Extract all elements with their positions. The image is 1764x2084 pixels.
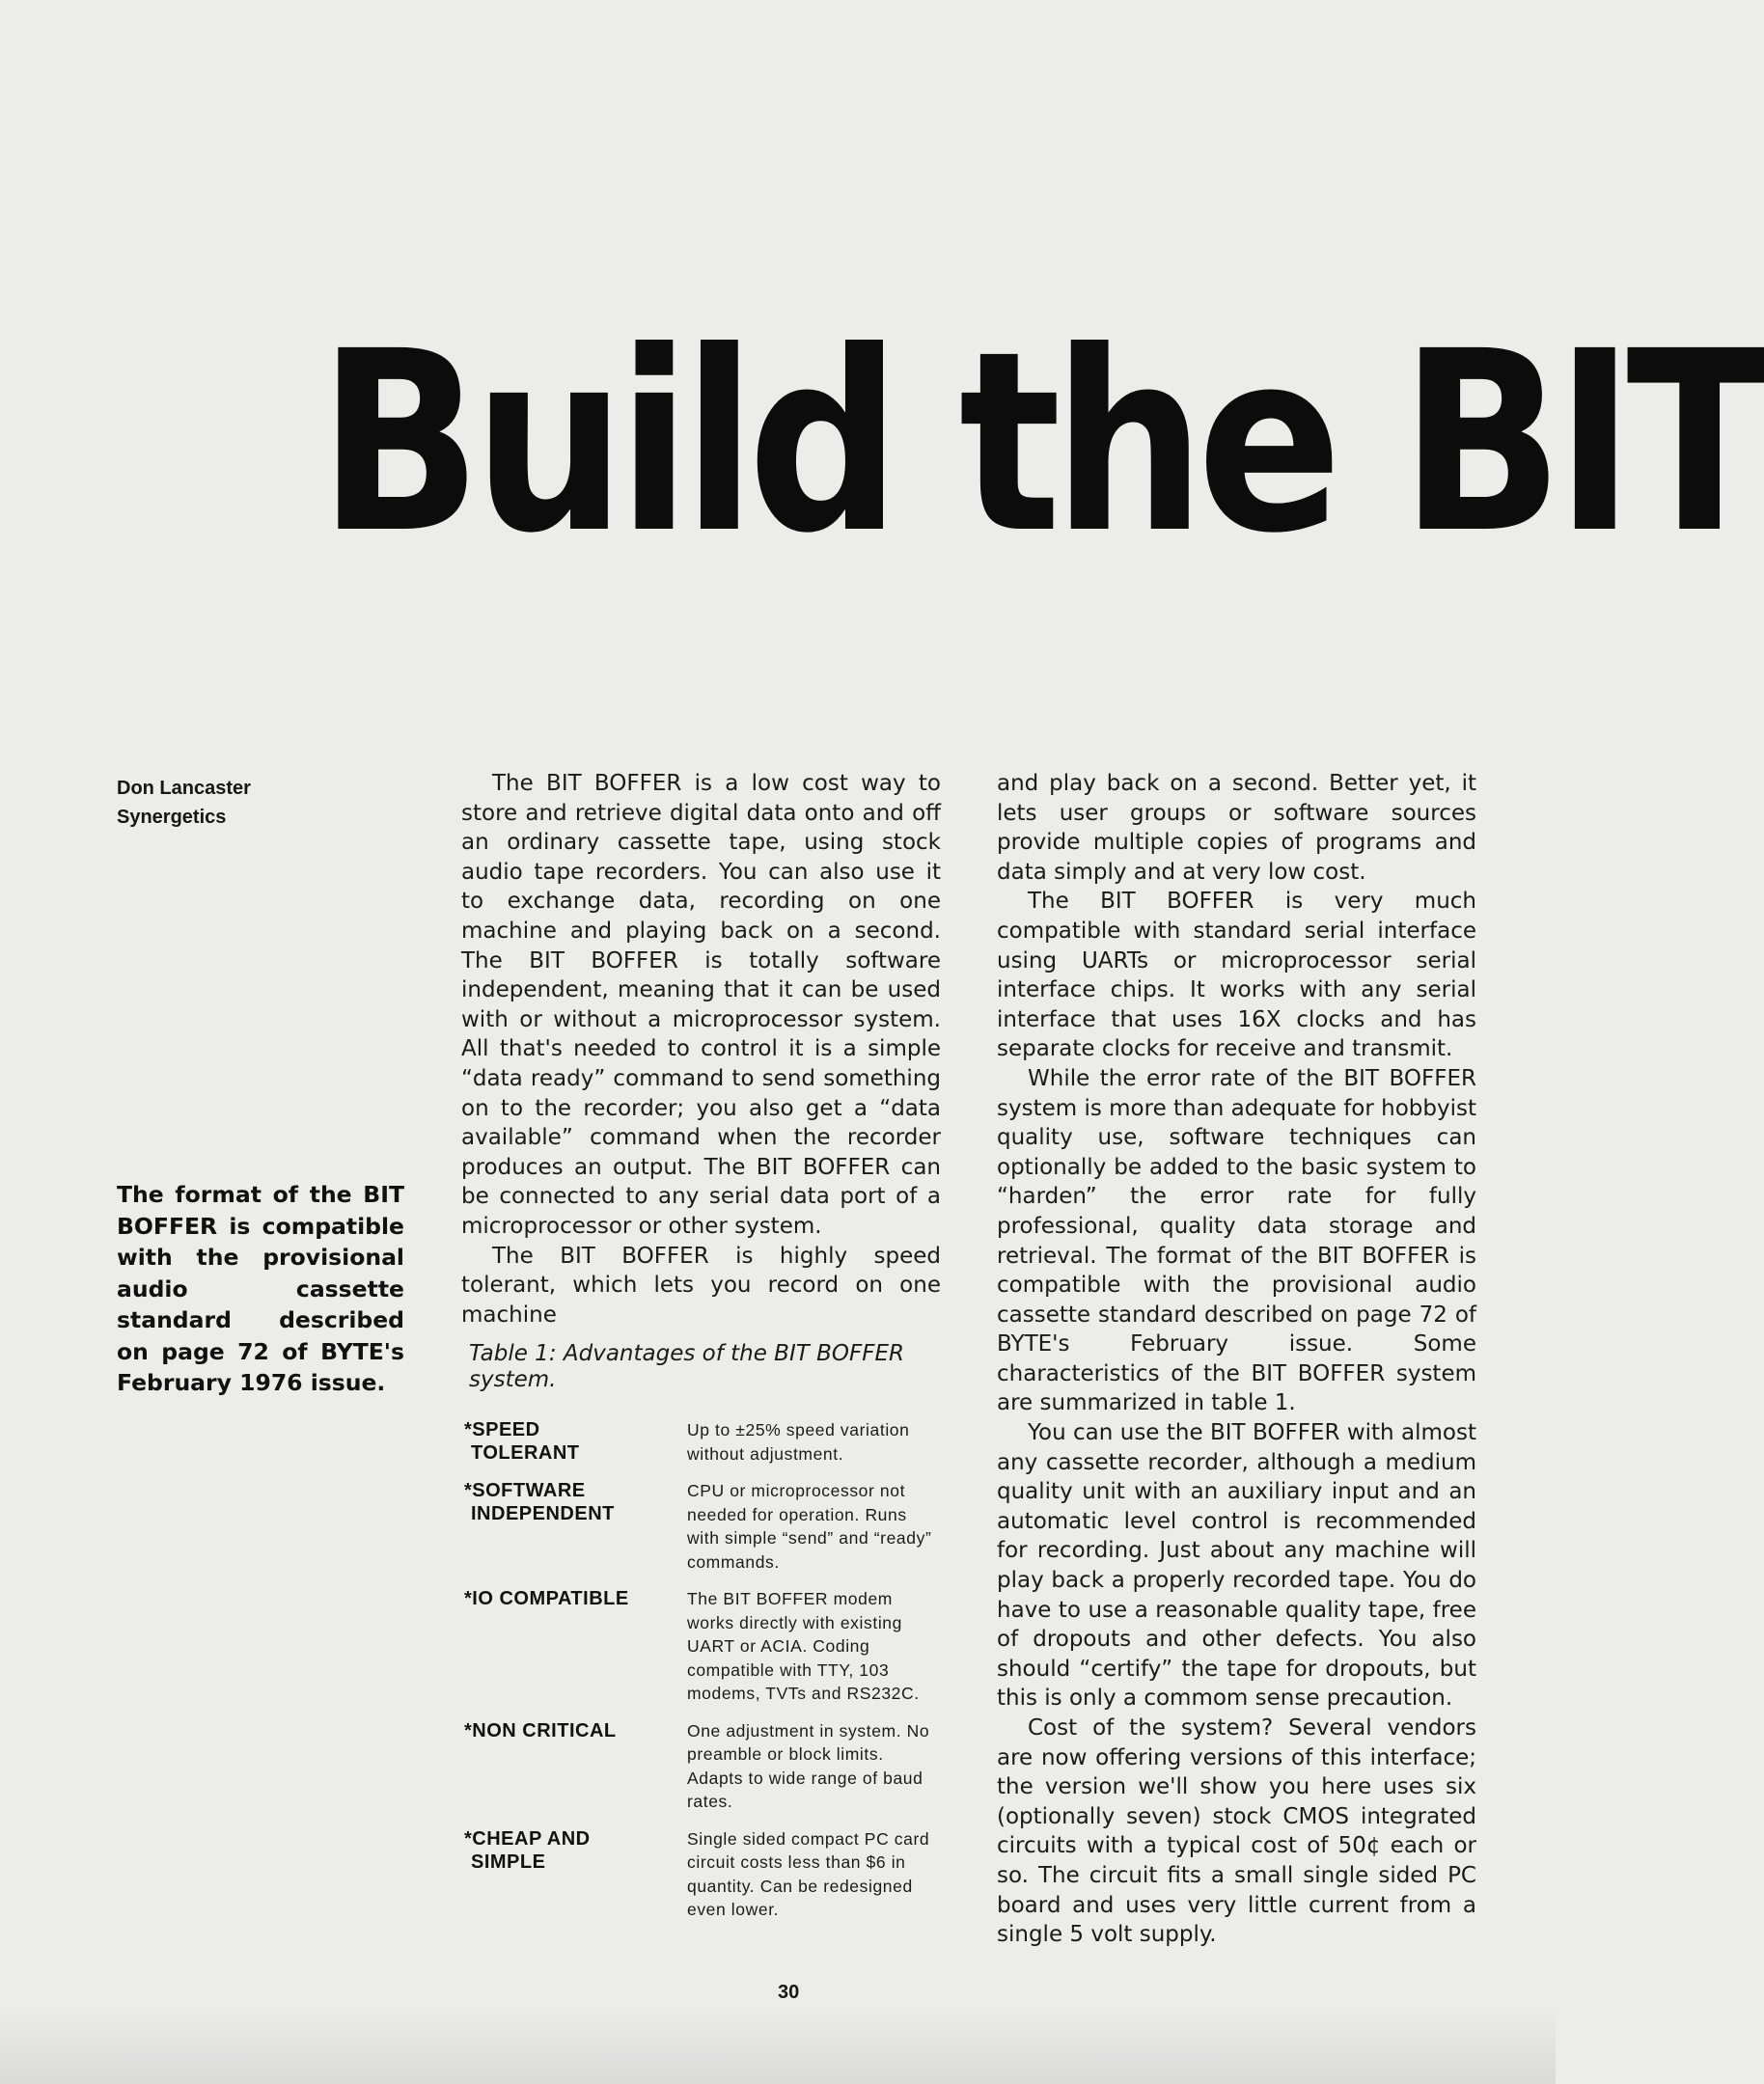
table-term xyxy=(464,1827,687,1922)
term-line: *SOFTWARE xyxy=(464,1480,586,1501)
body-column-2 xyxy=(997,769,1476,1950)
table-term xyxy=(464,1479,687,1574)
term-line: SIMPLE xyxy=(471,1851,546,1873)
table-term xyxy=(464,1719,687,1814)
table-row xyxy=(464,1418,947,1466)
article-title: Build the BIT xyxy=(318,298,1764,588)
page-number: 30 xyxy=(778,1982,800,2003)
advantages-table xyxy=(464,1418,947,1935)
paragraph: The BIT BOFFER is a low cost way to store and retrieve digital data onto and off an ordinary cassette tape, using stock audio tape recorders. You can also use it to exchange data, recording on one machine and playing back on a second. The BIT BOFFER is totally software independent, meaning that it can be used with or without a microprocessor system. All that's needed to control it is a simple “data ready” command to send something on to the recorder; you also get a “data available” command when the recorder produces an output. The BIT BOFFER can be connected to any serial data port of a microprocessor or other system. xyxy=(461,771,941,1239)
table-row xyxy=(464,1827,947,1922)
body-column-1 xyxy=(461,769,941,1330)
term-line: *SPEED xyxy=(464,1419,540,1440)
author-name: Don Lancaster xyxy=(117,778,251,799)
paragraph: Cost of the system? Several vendors are now offering versions of this interface; the version we'll show you here uses six (optionally seven) stock CMOS integrated circuits with a typical cost of 50¢ each or so. The circuit fits a small single sided PC board and uses very little current from a single 5 volt supply. xyxy=(997,1715,1476,1948)
paragraph: The BIT BOFFER is very much compatible with standard serial interface using UARTs or microprocessor serial interface chips. It works with any serial interface that uses 16X clocks and has separate clocks for receive and transmit. xyxy=(997,889,1476,1062)
term-line: *IO COMPATIBLE xyxy=(464,1588,629,1609)
author-affiliation: Synergetics xyxy=(117,807,227,828)
term-line: *CHEAP AND xyxy=(464,1827,591,1850)
term-line: *NON CRITICAL xyxy=(464,1719,617,1741)
paragraph: You can use the BIT BOFFER with almost any cassette recorder, although a medium quality unit with an auxiliary input and an automatic level control is recommended for recording. Just about any machine will play back a properly recorded tape. You do have to use a reasonable quality tape, free of dropouts and other defects. You also should “certify” the tape for dropouts, but this is only a commom sense precaution. xyxy=(997,1420,1476,1712)
table-term xyxy=(464,1418,687,1466)
pull-quote: The format of the BIT BOFFER is compatible with the provisional audio cassette standard described on page 72 of BYTE's February 1976 issue. xyxy=(117,1181,404,1396)
term-line: INDEPENDENT xyxy=(471,1503,615,1524)
term-line: TOLERANT xyxy=(471,1442,580,1464)
paragraph: and play back on a second. Better yet, it lets user groups or software sources provide multiple copies of programs and data simply and at very low cost. xyxy=(997,771,1476,885)
page-edge-shade xyxy=(0,2007,1556,2084)
table-definition: The BIT BOFFER modem works directly with existing UART or ACIA. Coding compatible with TTY, 103 modems, TVTs and RS232C. xyxy=(687,1589,920,1703)
table-definition: One adjustment in system. No preamble or block limits. Adapts to wide range of baud rates. xyxy=(687,1720,930,1811)
table-definition: Up to ±25% speed variation without adjustment. xyxy=(687,1420,910,1464)
table-row xyxy=(464,1587,947,1706)
table-term xyxy=(464,1587,687,1706)
table-definition: Single sided compact PC card circuit costs less than $6 in quantity. Can be redesigned even lower. xyxy=(687,1828,930,1919)
paragraph: While the error rate of the BIT BOFFER system is more than adequate for hobbyist quality use, software techniques can optionally be added to the basic system to “harden” the error rate for fully professional, quality data storage and retrieval. The format of the BIT BOFFER is compatible with the provisional audio cassette standard described on page 72 of BYTE's February issue. Some characteristics of the BIT BOFFER system are summarized in table 1. xyxy=(997,1065,1476,1416)
table-caption: Table 1: Advantages of the BIT BOFFER system. xyxy=(469,1341,904,1392)
table-row xyxy=(464,1719,947,1814)
byline xyxy=(117,774,251,832)
table-row xyxy=(464,1479,947,1574)
paragraph: The BIT BOFFER is highly speed tolerant, which lets you record on one machine xyxy=(461,1243,941,1328)
table-definition: CPU or microprocessor not needed for operation. Runs with simple “send” and “ready” commands. xyxy=(687,1481,932,1572)
